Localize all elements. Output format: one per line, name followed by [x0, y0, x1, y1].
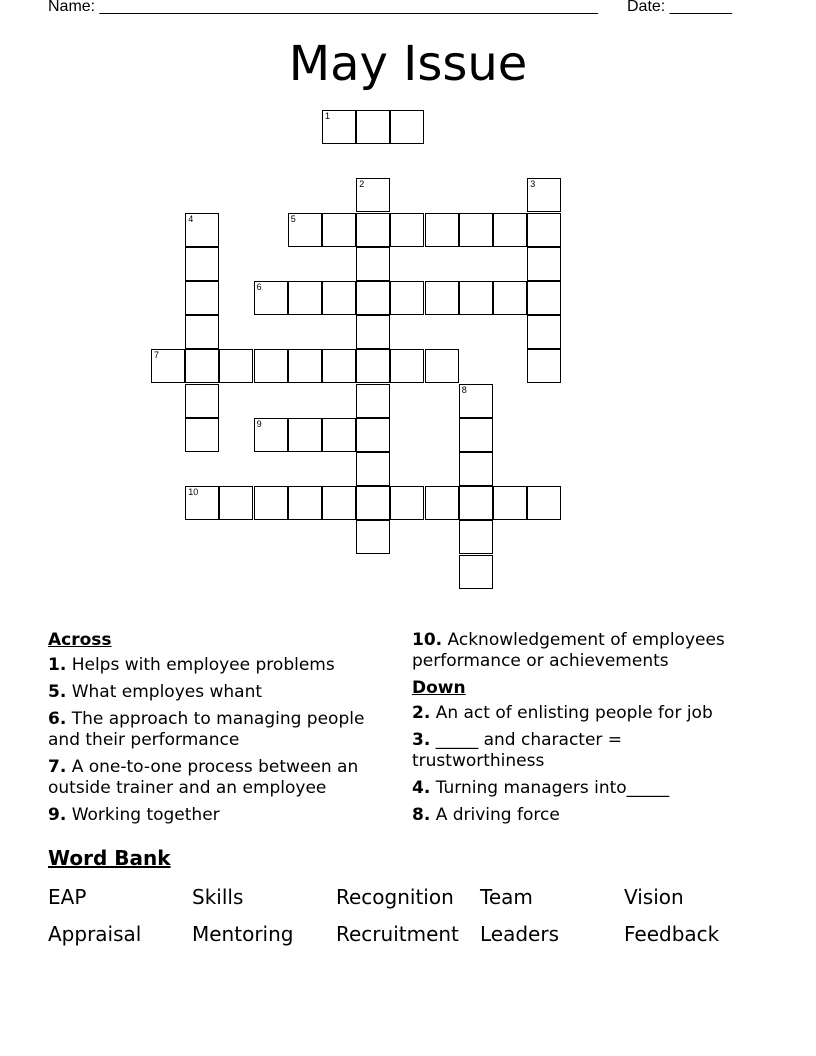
- word-bank-title: Word Bank: [48, 846, 171, 870]
- across-heading: Across: [48, 630, 112, 650]
- grid-cell[interactable]: [322, 281, 356, 315]
- clue-number: 7.: [48, 757, 67, 777]
- grid-cell[interactable]: [288, 418, 322, 452]
- across-clue-10: [412, 630, 757, 672]
- word-bank-word: Feedback: [624, 922, 720, 946]
- grid-cell[interactable]: [356, 349, 390, 383]
- word-bank-word: Recognition: [336, 885, 454, 909]
- clue-number: 2.: [412, 703, 431, 723]
- clue-number-label: 10: [188, 487, 199, 498]
- word-bank-word: Appraisal: [48, 922, 142, 946]
- clue-text: A one-to-one process between an outside trainer and an employee: [48, 757, 359, 798]
- grid-cell[interactable]: [459, 418, 493, 452]
- down-clue-8: [412, 805, 757, 826]
- clue-number: 8.: [412, 805, 431, 825]
- grid-cell[interactable]: [459, 486, 493, 520]
- name-field-label: Name: ________________________________________________________: [48, 0, 598, 15]
- grid-cell[interactable]: [288, 281, 322, 315]
- grid-cell[interactable]: [254, 486, 288, 520]
- grid-cell[interactable]: [185, 418, 219, 452]
- clue-number: 6.: [48, 709, 67, 729]
- grid-cell[interactable]: [459, 213, 493, 247]
- down-clue-2: [412, 703, 757, 724]
- word-bank-word: Skills: [192, 885, 244, 909]
- grid-cell[interactable]: [151, 349, 185, 383]
- clue-number-label: 1: [325, 111, 331, 121]
- clue-text: Turning managers into_____: [435, 778, 670, 798]
- down-clue-3: [412, 730, 757, 772]
- clue-number-label: 6: [256, 282, 262, 292]
- grid-cell[interactable]: [185, 349, 219, 383]
- down-clue-4: [412, 778, 757, 799]
- grid-cell[interactable]: [459, 452, 493, 486]
- grid-cell[interactable]: [356, 486, 390, 520]
- grid-cell[interactable]: [390, 213, 424, 247]
- grid-cell[interactable]: [527, 486, 561, 520]
- word-bank-word: Team: [480, 885, 533, 909]
- across-clue-1: [48, 655, 393, 676]
- grid-cell[interactable]: [527, 281, 561, 315]
- clue-number: 5.: [48, 682, 67, 702]
- clue-number: 4.: [412, 778, 431, 798]
- right-clues-column: [412, 630, 757, 832]
- date-field-label: Date: _______: [627, 0, 732, 15]
- grid-cell[interactable]: [425, 213, 459, 247]
- grid-cell[interactable]: [527, 315, 561, 349]
- grid-cell[interactable]: [493, 486, 527, 520]
- clue-text: The approach to managing people and their performance: [48, 709, 365, 750]
- across-clue-7: [48, 757, 393, 799]
- across-clues: [48, 630, 393, 832]
- grid-cell[interactable]: [185, 247, 219, 281]
- grid-cell[interactable]: [185, 384, 219, 418]
- grid-cell[interactable]: [254, 281, 288, 315]
- down-heading: Down: [412, 678, 466, 698]
- grid-cell[interactable]: [356, 110, 390, 144]
- clue-number-label: 4: [188, 213, 194, 224]
- grid-cell[interactable]: [390, 281, 424, 315]
- clue-number-label: 5: [290, 213, 296, 224]
- clue-number: 9.: [48, 805, 67, 825]
- grid-cell[interactable]: [356, 315, 390, 349]
- grid-cell[interactable]: [527, 178, 561, 212]
- grid-cell[interactable]: [219, 486, 253, 520]
- grid-cell[interactable]: [425, 486, 459, 520]
- grid-cell[interactable]: [322, 349, 356, 383]
- grid-cell[interactable]: [356, 213, 390, 247]
- grid-cell[interactable]: [254, 349, 288, 383]
- grid-cell[interactable]: [390, 110, 424, 144]
- grid-cell[interactable]: [459, 281, 493, 315]
- grid-cell[interactable]: [356, 281, 390, 315]
- clue-number-label: 7: [154, 350, 160, 361]
- word-bank-word: Vision: [624, 885, 684, 909]
- grid-cell[interactable]: [288, 213, 322, 247]
- grid-cell[interactable]: [459, 555, 493, 589]
- grid-cell[interactable]: [185, 315, 219, 349]
- clue-text: Helps with employee problems: [71, 655, 335, 675]
- grid-cell[interactable]: [322, 486, 356, 520]
- grid-cell[interactable]: [322, 213, 356, 247]
- clue-text: Working together: [71, 805, 220, 825]
- grid-cell[interactable]: [390, 349, 424, 383]
- grid-cell[interactable]: [322, 418, 356, 452]
- word-bank-word: Mentoring: [192, 922, 294, 946]
- grid-cell[interactable]: [356, 247, 390, 281]
- across-clue-6: [48, 709, 393, 751]
- grid-cell[interactable]: [425, 281, 459, 315]
- grid-cell[interactable]: [288, 349, 322, 383]
- grid-cell[interactable]: [356, 520, 390, 554]
- clue-number: 3.: [412, 730, 431, 750]
- grid-cell[interactable]: [219, 349, 253, 383]
- grid-cell[interactable]: [527, 349, 561, 383]
- clue-text: An act of enlisting people for job: [435, 703, 713, 723]
- grid-cell[interactable]: [493, 281, 527, 315]
- clue-number-label: 2: [359, 179, 365, 190]
- grid-cell[interactable]: [185, 486, 219, 520]
- grid-cell[interactable]: [459, 384, 493, 418]
- grid-cell[interactable]: [322, 110, 356, 144]
- grid-cell[interactable]: [527, 213, 561, 247]
- clue-number: 1.: [48, 655, 67, 675]
- word-bank-word: Leaders: [480, 922, 559, 946]
- word-bank-word: Recruitment: [336, 922, 459, 946]
- grid-cell[interactable]: [356, 452, 390, 486]
- grid-cell[interactable]: [390, 486, 424, 520]
- clue-text: A driving force: [435, 805, 560, 825]
- grid-cell[interactable]: [356, 178, 390, 212]
- clue-number-label: 9: [256, 418, 262, 429]
- grid-cell[interactable]: [527, 247, 561, 281]
- grid-cell[interactable]: [425, 349, 459, 383]
- clue-number: 10.: [412, 630, 443, 650]
- clue-number-label: 8: [461, 384, 467, 395]
- grid-cell[interactable]: [356, 384, 390, 418]
- word-bank-word: EAP: [48, 885, 87, 909]
- clue-text: What employes whant: [71, 682, 263, 702]
- grid-cell[interactable]: [185, 281, 219, 315]
- across-clue-9: [48, 805, 393, 826]
- grid-cell[interactable]: [288, 486, 322, 520]
- clue-text: _____ and character = trustworthiness: [412, 730, 623, 771]
- grid-cell[interactable]: [493, 213, 527, 247]
- grid-cell[interactable]: [254, 418, 288, 452]
- clue-text: Acknowledgement of employees performance or achievements: [412, 630, 725, 671]
- across-clue-5: [48, 682, 393, 703]
- grid-cell[interactable]: [356, 418, 390, 452]
- grid-cell[interactable]: [459, 520, 493, 554]
- page-title: May Issue: [288, 36, 528, 92]
- clue-number-label: 3: [530, 179, 536, 190]
- grid-cell[interactable]: [185, 213, 219, 247]
